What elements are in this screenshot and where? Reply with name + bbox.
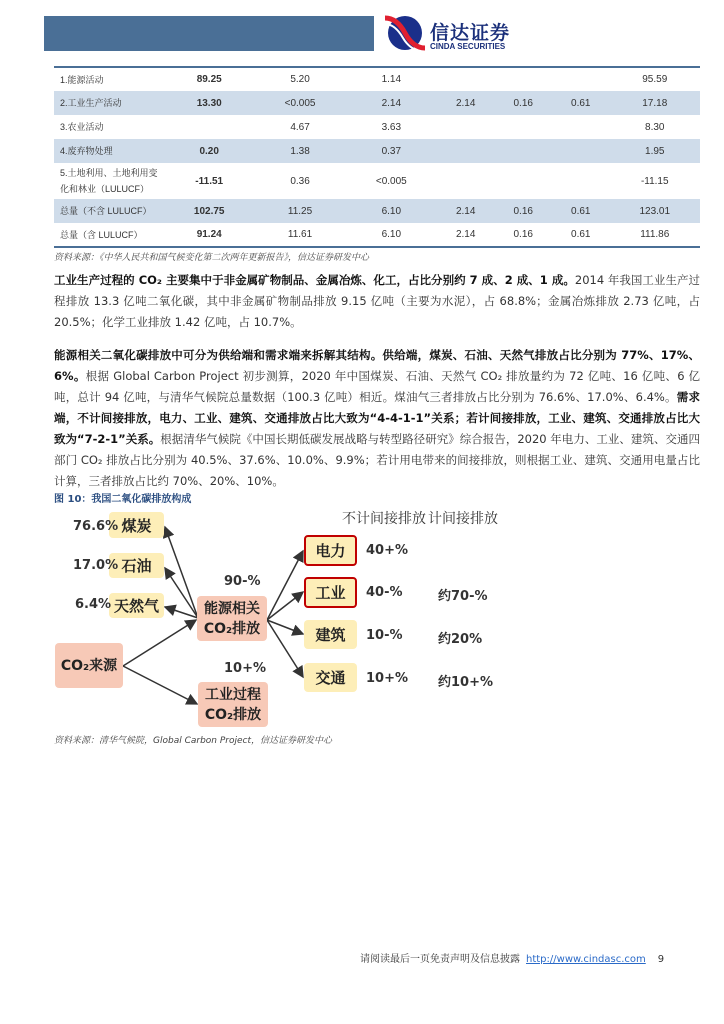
para2-bold2: 需求端，不计间接排放，电力、工业、建筑、交通排放占比大致为“4-4-1-1”关系；若计间接排放，工业、建筑、交通排放占比大致为“7-2-1”关系。 [54, 390, 700, 446]
industry-direct: 40-% [366, 585, 403, 600]
table-cell: 17.18 [610, 91, 700, 115]
table-cell: 0.37 [346, 139, 437, 163]
power-direct: 40+% [366, 543, 409, 558]
para1-bold: 工业生产过程的 CO₂ 主要集中于非金属矿物制品、金属冶炼、化工，占比分别约 7 成、2 成、1 成。 [54, 273, 575, 287]
arrow [165, 527, 198, 618]
arrow [123, 620, 196, 666]
table-cell: 1.95 [610, 139, 700, 163]
transport-direct: 10+% [366, 671, 409, 686]
table-cell: 0.36 [290, 175, 310, 187]
fuel-oil: 石油 [109, 553, 164, 578]
building-indirect: 约20% [438, 632, 483, 647]
table-cell: 0.16 [494, 91, 552, 115]
page-number: 9 [657, 954, 665, 965]
table-cell: 5.20 [290, 74, 310, 85]
table-cell: 4.67 [290, 121, 310, 133]
disclaimer: 请阅读最后一页免责声明及信息披露 [360, 954, 520, 965]
para2-text2: 根据清华气候院《中国长期低碳发展战略与转型路径研究》综合报告，2020 年电力、工业、建筑、交通四部门 CO₂ 排放占比分别为 40.5%、37.6%、10.0%、9.9%；若计用电带来的间接排放，则根据工业、建筑、交通用电量占比计算，三者排放占比约 70%、20%、10%。 [54, 432, 700, 488]
header-indirect: 计间接排放 [428, 511, 498, 527]
brand-name-en: CINDA SECURITIES [430, 42, 506, 51]
arrow [267, 551, 303, 620]
website-link[interactable]: http://www.cindasc.com [526, 954, 646, 965]
gas-pct: 6.4% [75, 597, 112, 612]
row-label: 总量（不含 LULUCF） [54, 199, 164, 223]
para1-text: 2014 年我国工业生产过程排放 13.3 亿吨二氧化碳，其中非金属矿物制品排放 9.15 亿吨（主要为水泥），占 68.8%；金属冶炼排放 2.73 亿吨，占 20.5%；化学工业排放 1.42 亿吨，占 10.7%。 [54, 273, 701, 329]
table-cell: 11.61 [287, 229, 313, 240]
table-cell: 11.25 [254, 199, 345, 223]
table-cell: 91.24 [196, 229, 222, 240]
table-cell: <0.005 [254, 91, 345, 115]
process-co2-box: 工业过程 CO₂排放 [198, 682, 268, 727]
fuel-gas: 天然气 [109, 593, 164, 618]
coal-pct: 76.6% [73, 519, 119, 534]
para2-text1: 根据 Global Carbon Project 初步测算，2020 年中国煤炭、石油、天然气 CO₂ 排放量约为 72 亿吨、16 亿吨、6 亿吨，总计 94 亿吨，与清华气候院总量数据（100.3 亿吨）相近。煤油气三者排放占比分别为 76.6%、17.0%、6.4%。 [54, 369, 700, 404]
sector-power: 电力 [304, 535, 357, 566]
building-direct: 10-% [366, 628, 403, 643]
table-cell: 3.63 [381, 121, 402, 133]
table-cell: 2.14 [455, 229, 476, 240]
table-cell: 0.20 [164, 139, 254, 163]
industry-indirect: 约70-% [438, 589, 488, 604]
table-cell: -11.51 [195, 175, 224, 187]
row-label: 1.能源活动 [60, 74, 104, 85]
arrow [123, 666, 197, 704]
sector-building: 建筑 [304, 620, 357, 649]
row-label: 3.农业活动 [60, 122, 104, 132]
table-cell: 0.61 [552, 91, 610, 115]
row-label: 4.废弃物处理 [54, 139, 164, 163]
table-cell: 2.14 [437, 91, 495, 115]
table-cell: 111.86 [640, 229, 670, 240]
oil-pct: 17.0% [73, 558, 119, 573]
fuel-coal: 煤炭 [109, 512, 164, 538]
sector-industry: 工业 [304, 577, 357, 608]
row-label: 2.工业生产活动 [54, 91, 164, 115]
co2-source-box: CO₂来源 [55, 643, 123, 688]
row-label: 总量（含 LULUCF） [60, 229, 143, 240]
figure-title: 图 10：我国二氧化碳排放构成 [54, 494, 192, 505]
table-cell: 0.61 [552, 199, 610, 223]
arrow [267, 620, 303, 677]
arrow [267, 592, 303, 620]
table-cell: 89.25 [196, 74, 222, 85]
table-cell: 2.14 [437, 199, 495, 223]
table-cell: 1.38 [254, 139, 345, 163]
arrow [165, 568, 198, 618]
table-cell: 2.14 [346, 91, 437, 115]
table-cell: 8.30 [645, 121, 665, 133]
transport-indirect: 约10+% [438, 675, 494, 690]
table-source: 资料来源：《中华人民共和国气候变化第二次两年更新报告》，信达证券研发中心 [54, 253, 370, 263]
arrow [267, 620, 303, 634]
table-cell: 0.16 [513, 229, 533, 240]
row-label: 5.土地利用、土地利用变化和林业（LULUCF） [60, 168, 158, 194]
table-cell: 6.10 [346, 199, 437, 223]
energy-pct: 90-% [224, 574, 261, 589]
arrow [165, 607, 198, 618]
para2-bold1: 能源相关二氧化碳排放中可分为供给端和需求端来拆解其结构。供给端，煤炭、石油、天然气排放占比分别为 77%、17%、6%。 [54, 348, 700, 383]
table-cell: <0.005 [375, 175, 407, 187]
header-direct: 不计间接排放 [342, 511, 426, 527]
process-pct: 10+% [224, 661, 267, 676]
table-cell: 13.30 [164, 91, 254, 115]
brand-name: 信达证券 [430, 22, 511, 44]
table-cell: 1.14 [381, 74, 402, 85]
table-cell: 6.10 [381, 229, 402, 240]
sector-transport: 交通 [304, 663, 357, 692]
table-cell: 102.75 [164, 199, 254, 223]
table-cell: 0.61 [571, 229, 591, 240]
table-cell: 0.16 [494, 199, 552, 223]
table-cell: 95.59 [642, 74, 668, 85]
energy-co2-box: 能源相关 CO₂排放 [197, 596, 267, 641]
footer [360, 950, 664, 965]
table-cell: 123.01 [610, 199, 700, 223]
table-cell: -11.15 [640, 175, 669, 187]
figure-source: 资料来源：清华气候院，Global Carbon Project，信达证券研发中心 [54, 736, 333, 746]
